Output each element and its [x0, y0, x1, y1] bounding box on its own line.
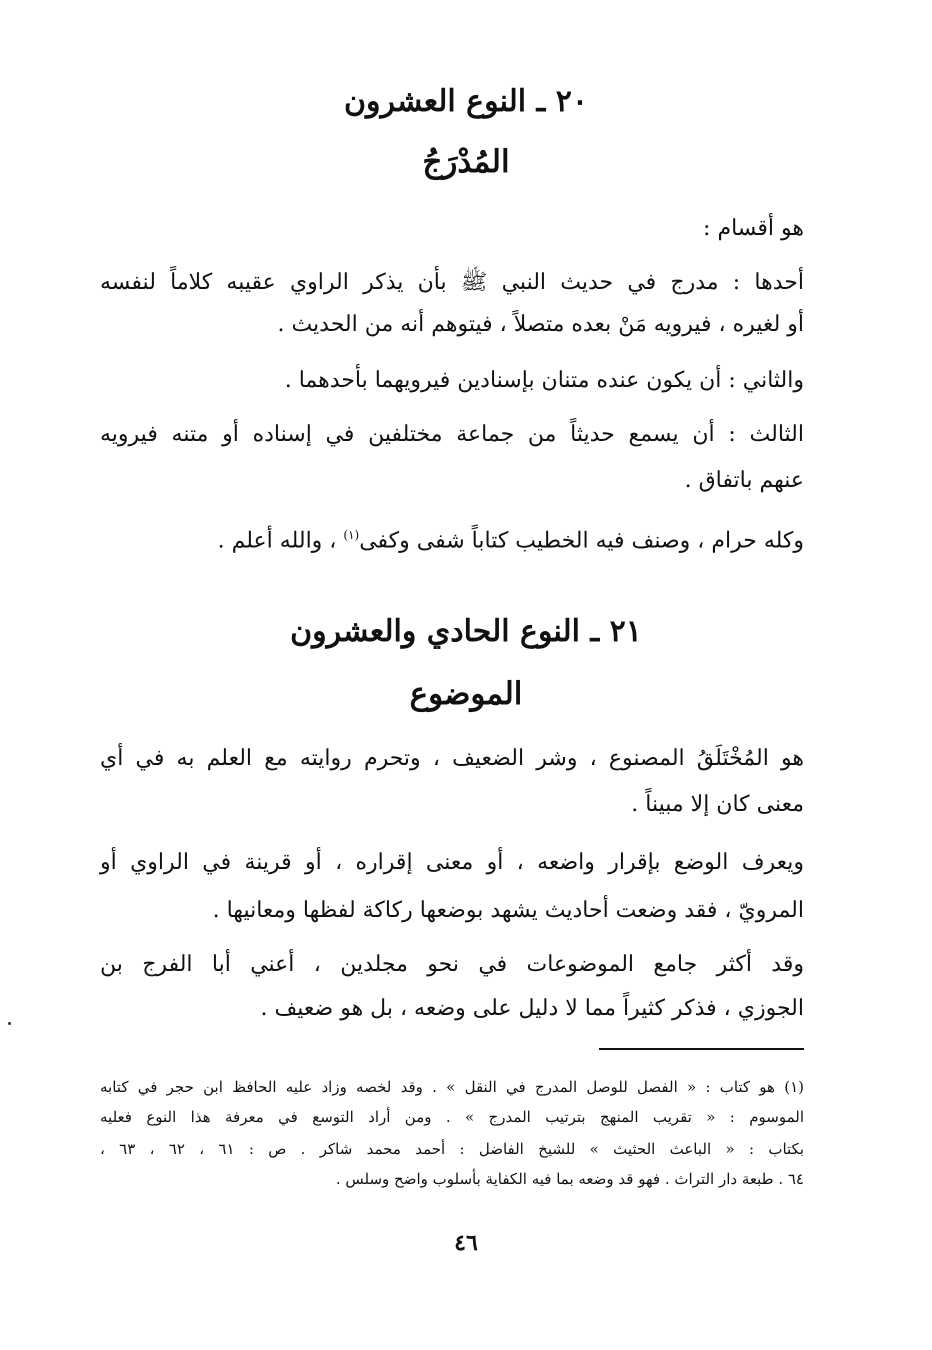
- s21-p1-line2: معنى كان إلا مبيناً .: [631, 792, 804, 817]
- footnote-line-1: (١) هو كتاب : « الفصل للوصل المدرج في النقل » . وقد لخصه وزاد عليه الحافظ ابن حجر في كتابه: [100, 1078, 804, 1096]
- s21-p2-line1: ويعرف الوضع بإقرار واضعه ، أو معنى إقراره ، أو قرينة في الراوي أو: [100, 850, 804, 875]
- footnote-line-4: ٦٤ . طبعة دار التراث . فهو قد وضعه بما فيه الكفاية بأسلوب واضح وسلس .: [335, 1170, 804, 1188]
- s20-intro: هو أقسام :: [703, 216, 804, 241]
- scan-speck: [8, 1022, 11, 1025]
- chapter-20-title: ٢٠ ـ النوع العشرون: [343, 84, 589, 119]
- footnote-ref-1: (١): [343, 528, 360, 542]
- s20-p4: [100, 520, 804, 556]
- footnote-separator: [599, 1048, 804, 1050]
- page-number: ٤٦: [454, 1230, 478, 1256]
- chapter-20-subtitle: المُدْرَجُ: [422, 144, 510, 180]
- s20-p3-line2: عنهم باتفاق .: [684, 468, 804, 493]
- s20-p4-text: وكله حرام ، وصنف فيه الخطيب كتاباً شفى وكفى: [359, 528, 804, 554]
- s20-p3-line1: الثالث : أن يسمع حديثاً من جماعة مختلفين في إسناده أو متنه فيرويه: [100, 422, 804, 447]
- s20-p1-line1: أحدها : مدرج في حديث النبي ﷺ بأن يذكر الراوي عقيبه كلاماً لنفسه: [100, 270, 804, 295]
- chapter-21-title: ٢١ ـ النوع الحادي والعشرون: [290, 614, 642, 649]
- footnote-line-2: الموسوم : « تقريب المنهج بترتيب المدرج » . ومن أراد التوسع في معرفة هذا النوع فعليه: [100, 1108, 804, 1126]
- s21-p1-line1: هو المُخْتَلَقُ المصنوع ، وشر الضعيف ، وتحرم روايته مع العلم به في أي: [100, 746, 804, 771]
- footnote-line-3: بكتاب : « الباعث الحثيث » للشيخ الفاضل : أحمد محمد شاكر . ص : ٦١ ، ٦٢ ، ٦٣ ،: [100, 1140, 804, 1158]
- s20-p4-tail: ، والله أعلم .: [217, 528, 344, 554]
- s20-p2-line1: والثاني : أن يكون عنده متنان بإسنادين فيرويهما بأحدهما .: [284, 368, 804, 393]
- s20-p1-line2: أو لغيره ، فيرويه مَنْ بعده متصلاً ، فيتوهم أنه من الحديث .: [277, 312, 804, 337]
- s21-p2-line2: المرويّ ، فقد وضعت أحاديث يشهد بوضعها ركاكة لفظها ومعانيها .: [212, 898, 804, 923]
- s21-p3-line2: الجوزي ، فذكر كثيراً مما لا دليل على وضعه ، بل هو ضعيف .: [260, 996, 804, 1021]
- s21-p3-line1: وقد أكثر جامع الموضوعات في نحو مجلدين ، أعني أبا الفرج بن: [100, 952, 804, 977]
- chapter-21-subtitle: الموضوع: [409, 676, 523, 712]
